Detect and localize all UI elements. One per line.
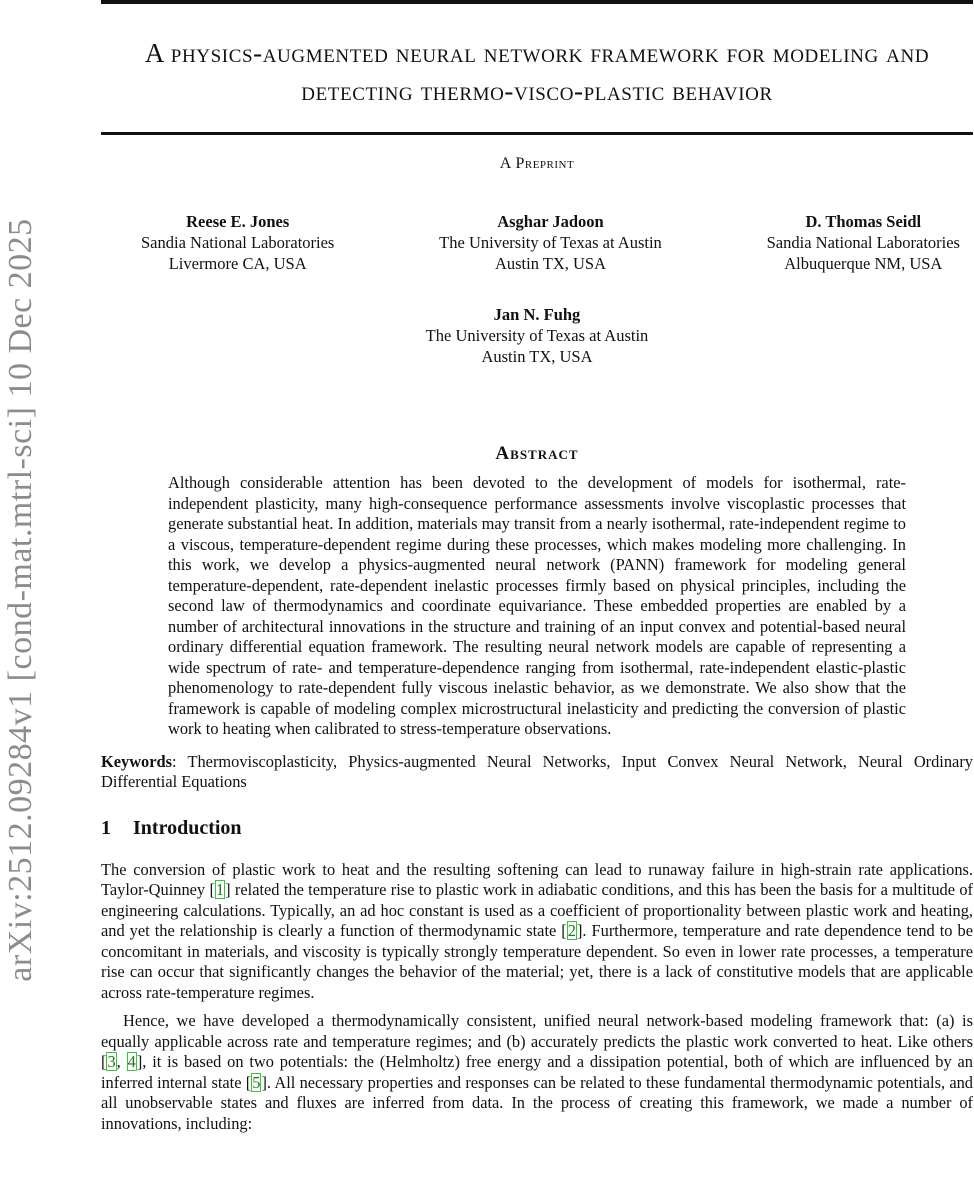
arxiv-sidebar-stamp: arXiv:2512.09284v1 [cond-mat.mtrl-sci] 10 Dec 2025 [2,218,39,982]
authors-row [101,211,973,274]
citation-link[interactable]: 2 [567,921,576,940]
intro-paragraph-2 [101,1011,973,1134]
author-block [439,211,662,274]
para-text: Hence, we have developed a thermodynamically consistent, unified neural network-based modeling framework that: (a) is equally applicable across rate and temperature regimes; and (b) accurately predicts the plastic work converted to heat. Like others [ [101,1011,973,1071]
author-block [141,211,334,274]
keywords [101,752,973,793]
title-rule-bottom [101,132,973,135]
author-name: D. Thomas Seidl [805,212,922,231]
para-text: ], it is based on two potentials: the (Helmholtz) free energy and a dissipation potential, both of which are influenced by an inferred internal state [ [101,1052,973,1092]
author-location: Austin TX, USA [481,347,593,366]
author-location: Austin TX, USA [494,254,607,273]
paper-page [101,0,973,1134]
keywords-text: : Thermoviscoplasticity, Physics-augmented Neural Networks, Input Convex Neural Network, Neural Ordinary Differential Equations [101,751,973,791]
author-affiliation: Sandia National Laboratories [766,233,960,252]
intro-paragraph-1 [101,860,973,1004]
author-affiliation: The University of Texas at Austin [425,326,649,345]
para-text: The conversion of plastic work to heat and the resulting softening can lead to runaway failure in high-strain rate applications. Taylor-Quinney [ [101,859,973,899]
citation-link[interactable]: 1 [215,880,225,899]
author-affiliation: Sandia National Laboratories [141,233,335,252]
author-name: Jan N. Fuhg [493,305,581,324]
para-text: ]. Furthermore, temperature and rate dependence tend to be concomitant in materials, and viscosity is typically strongly temperature dependent. So even in lower rate processes, a temperature rise can occur that significantly changes the behavior of the material; yet, there is a lack of constitutive models that are applicable across rate-temperature regimes. [101,921,973,1002]
author-location: Livermore CA, USA [168,254,307,273]
paper-title: A physics-augmented neural network framework for modeling and detecting thermo-visco-plastic behavior [144,38,930,106]
para-text: , [116,1052,127,1071]
title-rule-top [101,0,973,4]
section-heading [101,817,973,840]
citation-link[interactable]: 5 [252,1072,261,1092]
author-block [767,211,960,274]
section-number: 1 [101,816,111,839]
authors-row-2 [101,304,973,367]
author-block [426,304,649,367]
citation-link[interactable]: 3 [107,1052,116,1071]
keywords-label: Keywords [101,751,173,771]
para-text: ]. All necessary properties and responses can be related to these fundamental thermodynamic potentials, and all unobservable states and fluxes are inferred from data. In the process of creating this framework, we made a number of innovations, including: [101,1072,973,1133]
citation-link[interactable]: 4 [127,1052,136,1071]
section-title: Introduction [133,816,242,839]
author-affiliation: The University of Texas at Austin [439,233,662,252]
abstract-text: Although considerable attention has been devoted to the development of models for isothermal, rate-independent plasticity, many high-consequence performance assessments involve viscoplastic processes that generate substantial heat. In addition, materials may transit from a nearly isothermal, rate-independent regime to a viscous, temperature-dependent regime during these processes, which makes modeling more challenging. In this work, we develop a physics-augmented neural network (PANN) framework for modeling general temperature-dependent, rate-dependent inelastic processes firmly based on physical principles, including the second law of thermodynamics and coordinate equivariance. These embedded properties are enabled by a number of architectural innovations in the structure and training of an input convex and potential-based neural ordinary differential equation framework. The resulting neural network models are capable of representing a wide spectrum of rate- and temperature-dependence ranging from isothermal, rate-independent elastic-plastic phenomenology to rate-dependent fully viscous inelastic behavior, as we demonstrate. We also show that the framework is capable of modeling complex microstructural inelasticity and predicting the conversion of plastic work to heating when calibrated to stress-temperature observations. [168,473,906,738]
para-text: ] related the temperature rise to plastic work in adiabatic conditions, and this has been the basis for a multitude of engineering calculations. Typically, an ad hoc constant is used as a coefficient of proportionality between plastic work and heating, and yet the relationship is clearly a function of thermodynamic state [ [101,880,973,940]
author-name: Asghar Jadoon [497,212,604,231]
abstract-heading: Abstract [495,443,579,464]
preprint-label: A Preprint [499,155,575,172]
author-location: Albuquerque NM, USA [784,254,943,273]
author-name: Reese E. Jones [186,212,290,231]
